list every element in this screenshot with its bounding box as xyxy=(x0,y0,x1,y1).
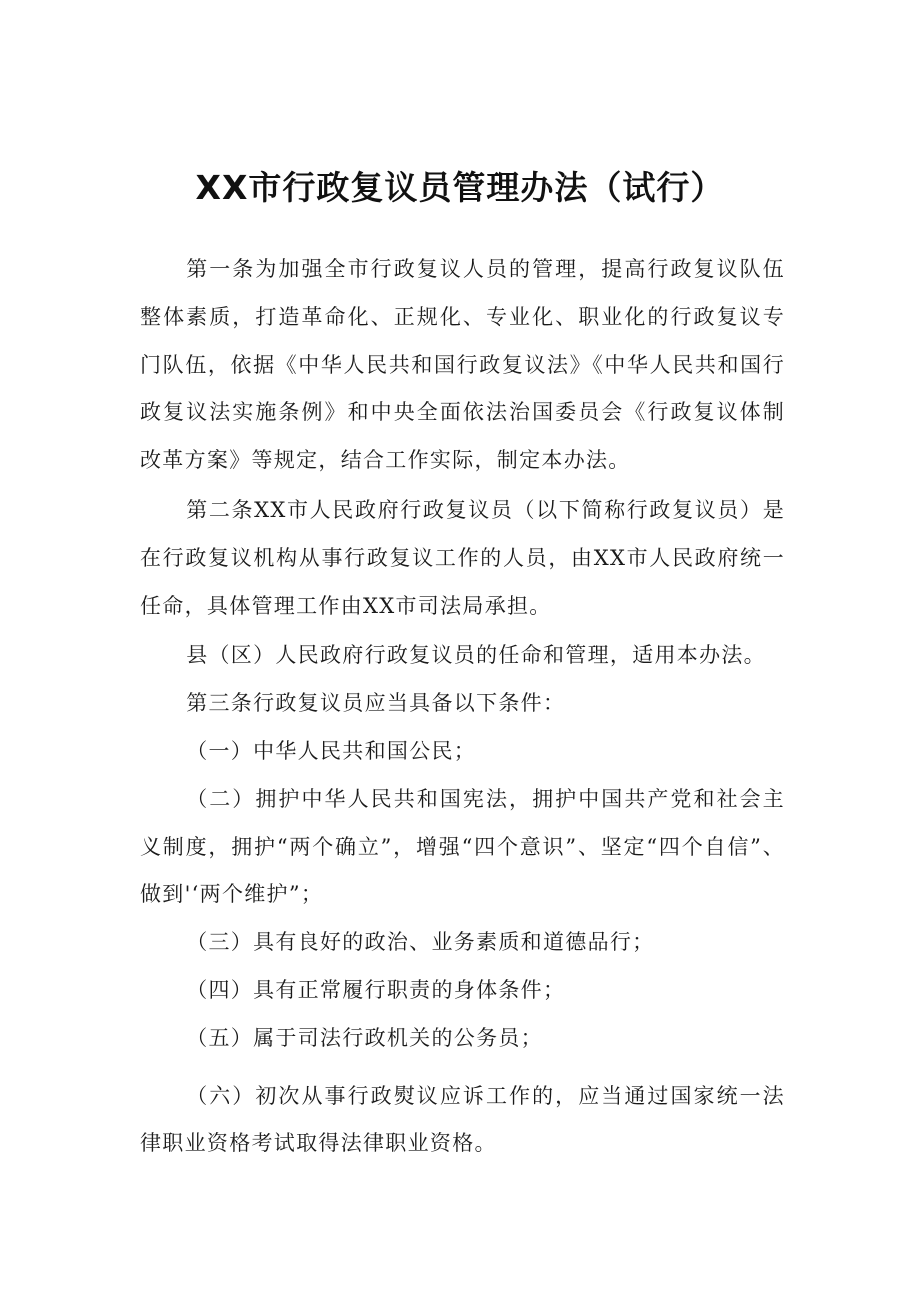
document-body xyxy=(140,246,785,1168)
article-3-paragraph: 第三条行政复议员应当具备以下条件： xyxy=(186,691,566,716)
condition-1-item: （一）中华人民共和国公民； xyxy=(186,738,477,763)
condition-4-item: （四）具有正常履行职责的身体条件； xyxy=(186,977,566,1002)
article-1-paragraph: 第一条为加强全市行政复议人员的管理，提高行政复议队伍整体素质，打造革命化、正规化、专业化、职业化的行政复议专门队伍，依据《中华人民共和国行政复议法》《中华人民共和国行政复议法实施条例》和中央全面依法治国委员会《行政复议体制改革方案》等规定，结合工作实际，制定本办法。 xyxy=(140,257,785,473)
article-2-paragraph: 第二条XX市人民政府行政复议员（以下简称行政复议员）是在行政复议机构从事行政复议工作的人员，由XX市人民政府统一任命，具体管理工作由XX市司法局承担。 xyxy=(140,497,785,618)
condition-5-item: （五）属于司法行政机关的公务员； xyxy=(186,1025,543,1050)
county-scope-paragraph: 县（区）人民政府行政复议员的任命和管理，适用本办法。 xyxy=(186,643,766,668)
condition-2-item: （二）拥护中华人民共和国宪法，拥护中国共产党和社会主义制度，拥护“两个确立”，增强“四个意识”、坚定“四个自信”、做到'‘两个维护”； xyxy=(140,786,785,907)
condition-6-item: （六）初次从事行政熨议应诉工作的，应当通过国家统一法律职业资格考试取得法律职业资格。 xyxy=(140,1083,785,1156)
document-title: XX市行政复议员管理办法（试行） xyxy=(195,168,725,207)
condition-3-item: （三）具有良好的政治、业务素质和道德品行； xyxy=(186,930,655,955)
